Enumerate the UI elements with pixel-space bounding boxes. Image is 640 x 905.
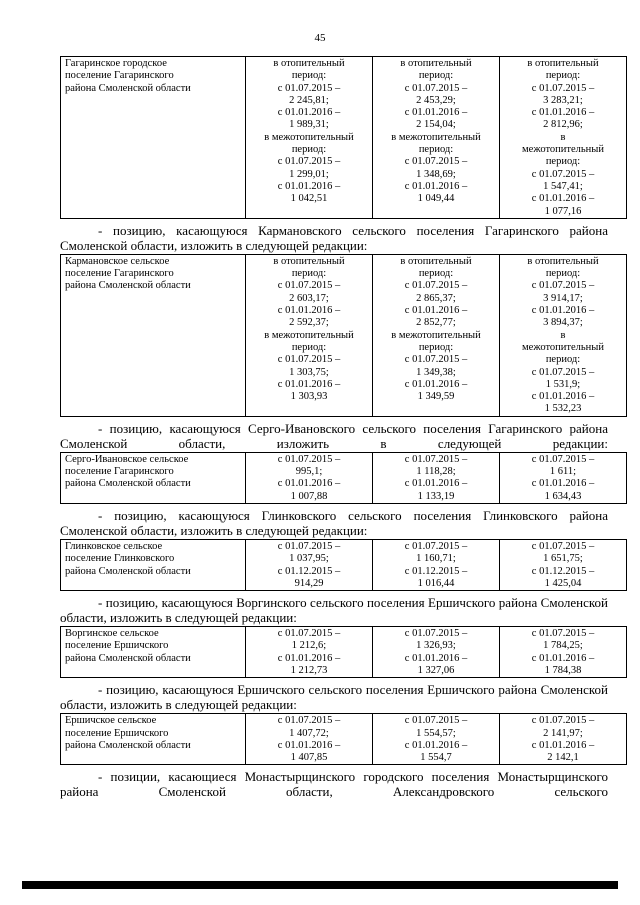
tariff-value-line: 2 865,37; — [416, 292, 456, 304]
settlement-name-cell — [61, 627, 246, 678]
tariff-value-line: 1 037,95; — [289, 553, 329, 565]
tariff-value-line: в межотопительный — [264, 329, 354, 341]
tariff-value-line: с 01.07.2015 – — [277, 156, 341, 168]
tariff-value-cell — [373, 539, 500, 590]
tariff-value-line: в — [560, 131, 566, 143]
tariff-value-line: 1 349,38; — [416, 366, 456, 378]
tariff-value-cell — [500, 57, 627, 219]
tariff-value-line: 1 160,71; — [416, 553, 456, 565]
settlement-name-line: поселение Ершичского — [65, 640, 169, 652]
settlement-name-line: Глинковское сельское — [65, 540, 163, 552]
tariff-value-line: межотопительный — [522, 144, 604, 156]
tariff-value-line: 1 531,9; — [545, 378, 581, 390]
tariff-value-line: с 01.01.2016 – — [531, 305, 595, 317]
tariff-value-line: 2 453,29; — [416, 94, 456, 106]
tariff-value-line: с 01.07.2015 – — [277, 82, 341, 94]
tariff-value-line: с 01.12.2015 – — [277, 565, 341, 577]
tariff-value-line: период: — [418, 268, 454, 280]
tariff-value-line: 1 007,88 — [290, 490, 328, 502]
tariff-value-line: 1 554,7 — [420, 752, 452, 764]
tariff-value-line: 1 532,23 — [544, 403, 582, 415]
tariff-value-line: 2 142,1 — [547, 752, 579, 764]
tariff-value-cell — [373, 627, 500, 678]
tariff-value-line: 1 042,51 — [290, 193, 328, 205]
tariff-value-line: 1 554,57; — [416, 727, 456, 739]
tariff-value-line: с 01.01.2016 – — [531, 193, 595, 205]
tariff-value-line: период: — [291, 268, 327, 280]
tariff-value-line: с 01.07.2015 – — [277, 280, 341, 292]
tariff-value-cell — [246, 539, 373, 590]
tariff-value-line: с 01.07.2015 – — [531, 280, 595, 292]
tariff-value-line: 1 407,85 — [290, 752, 328, 764]
settlement-name-cell — [61, 714, 246, 765]
tariff-value-line: 3 283,21; — [543, 94, 583, 106]
tariff-value-cell — [500, 627, 627, 678]
settlement-name-line: Ершичское сельское — [65, 715, 157, 727]
tariff-value-line: 1 349,59 — [417, 391, 455, 403]
tariff-value-line: с 01.07.2015 – — [277, 628, 341, 640]
tariff-value-line: с 01.01.2016 – — [277, 305, 341, 317]
page-number: 45 — [314, 32, 326, 44]
tariff-value-line: с 01.01.2016 – — [404, 305, 468, 317]
tariff-value-cell — [373, 57, 500, 219]
tariff-value-line: в — [560, 329, 566, 341]
settlement-name-line: Серго-Ивановское сельское — [65, 453, 189, 465]
table-row — [61, 714, 627, 765]
tariff-value-line: 2 603,17; — [289, 292, 329, 304]
tariff-value-line: период: — [545, 354, 581, 366]
tariff-value-line: 1 118,28; — [416, 466, 456, 478]
tariff-table — [60, 452, 627, 504]
tariff-value-cell — [373, 714, 500, 765]
settlement-name-line: района Смоленской области — [65, 739, 191, 751]
tariff-value-line: 1 611; — [549, 466, 577, 478]
tariff-value-line: в межотопительный — [264, 131, 354, 143]
tariff-value-line: 2 852,77; — [416, 317, 456, 329]
tariff-value-line: 914,29 — [294, 577, 324, 589]
table-row — [61, 254, 627, 416]
tariff-value-line: с 01.01.2016 – — [277, 378, 341, 390]
tariff-value-line: в отопительный — [527, 255, 599, 267]
settlement-name-cell — [61, 539, 246, 590]
tariff-value-line: период: — [418, 144, 454, 156]
tariff-value-line: 2 154,04; — [416, 119, 456, 131]
tariff-value-line: с 01.07.2015 – — [531, 453, 595, 465]
tariff-value-line: период: — [418, 341, 454, 353]
tariff-value-line: 1 299,01; — [289, 168, 329, 180]
tariff-value-line: 1 049,44 — [417, 193, 455, 205]
instruction-paragraph: - позицию, касающуюся Ершичского сельского поселения Ершичского района Смоленской области, изложить в следующей редакции: — [60, 682, 608, 713]
instruction-paragraph: - позицию, касающуюся Глинковского сельского поселения Глинковского района Смоленской области, изложить в следующей редакции: — [60, 507, 608, 538]
tariff-value-line: с 01.01.2016 – — [531, 739, 595, 751]
tariff-value-line: 1 634,43 — [544, 490, 582, 502]
tariff-value-line: 1 133,19 — [417, 490, 455, 502]
tariff-value-line: с 01.07.2015 – — [277, 540, 341, 552]
tariff-value-line: период: — [291, 144, 327, 156]
settlement-name-line: Гагаринское городское — [65, 58, 167, 69]
tariff-table — [60, 626, 627, 678]
tariff-value-line: с 01.01.2016 – — [404, 107, 468, 119]
document-body — [60, 56, 608, 800]
tariff-table — [60, 254, 627, 417]
tariff-value-line: с 01.01.2016 – — [404, 652, 468, 664]
tariff-value-cell — [500, 254, 627, 416]
settlement-name-line: района Смоленской области — [65, 565, 191, 577]
settlement-name-line: поселение Гагаринского — [65, 70, 174, 82]
settlement-name-cell — [61, 57, 246, 219]
table-row — [61, 57, 627, 219]
tariff-value-line: период: — [291, 70, 327, 82]
instruction-paragraph: - позиции, касающиеся Монастырщинского городского поселения Монастырщинского района Смоленской области, Александровского сельского — [60, 769, 608, 800]
tariff-value-line: в отопительный — [400, 58, 472, 69]
settlement-name-line: Кармановское сельское — [65, 255, 170, 267]
tariff-value-line: период: — [545, 70, 581, 82]
tariff-value-cell — [373, 452, 500, 503]
tariff-value-line: с 01.07.2015 – — [404, 82, 468, 94]
table-row — [61, 539, 627, 590]
tariff-value-line: с 01.01.2016 – — [277, 180, 341, 192]
tariff-value-line: с 01.01.2016 – — [277, 478, 341, 490]
tariff-value-line: с 01.01.2016 – — [531, 478, 595, 490]
tariff-value-line: в межотопительный — [391, 329, 481, 341]
tariff-value-line: с 01.07.2015 – — [531, 540, 595, 552]
instruction-paragraph: - позицию, касающуюся Кармановского сельского поселения Гагаринского района Смоленской области, изложить в следующей редакции: — [60, 222, 608, 253]
tariff-value-line: 1 784,38 — [544, 664, 582, 676]
tariff-value-line: 2 592,37; — [289, 317, 329, 329]
tariff-value-line: с 01.01.2016 – — [277, 107, 341, 119]
tariff-value-line: с 01.07.2015 – — [531, 715, 595, 727]
tariff-value-line: с 01.07.2015 – — [531, 82, 595, 94]
settlement-name-cell — [61, 452, 246, 503]
tariff-value-line: с 01.07.2015 – — [404, 280, 468, 292]
tariff-value-line: 3 894,37; — [543, 317, 583, 329]
settlement-name-line: поселение Гагаринского — [65, 466, 174, 478]
tariff-value-line: в отопительный — [527, 58, 599, 69]
tariff-value-line: в отопительный — [400, 255, 472, 267]
tariff-value-line: с 01.12.2015 – — [531, 565, 595, 577]
tariff-value-line: с 01.07.2015 – — [277, 453, 341, 465]
instruction-paragraph: - позицию, касающуюся Воргинского сельского поселения Ершичского района Смоленской области, изложить в следующей редакции: — [60, 595, 608, 626]
tariff-value-line: с 01.01.2016 – — [404, 180, 468, 192]
settlement-name-cell — [61, 254, 246, 416]
tariff-value-line: с 01.01.2016 – — [531, 652, 595, 664]
tariff-table — [60, 56, 627, 219]
tariff-value-line: с 01.01.2016 – — [531, 391, 595, 403]
tariff-value-cell — [500, 452, 627, 503]
settlement-name-line: района Смоленской области — [65, 82, 191, 94]
tariff-value-line: 1 784,25; — [543, 640, 583, 652]
settlement-name-line: Воргинское сельское — [65, 628, 159, 640]
tariff-value-line: с 01.07.2015 – — [404, 354, 468, 366]
tariff-value-line: 1 425,04 — [544, 577, 582, 589]
tariff-value-line: с 01.01.2016 – — [404, 739, 468, 751]
tariff-value-line: с 01.01.2016 – — [404, 478, 468, 490]
tariff-value-line: с 01.01.2016 – — [404, 378, 468, 390]
tariff-value-cell — [373, 254, 500, 416]
tariff-value-line: с 01.07.2015 – — [531, 366, 595, 378]
tariff-value-line: 1 547,41; — [543, 180, 583, 192]
footer-bar — [22, 881, 618, 889]
tariff-table — [60, 713, 627, 765]
settlement-name-line: поселение Ершичского — [65, 727, 169, 739]
table-row — [61, 452, 627, 503]
tariff-value-line: с 01.07.2015 – — [277, 715, 341, 727]
tariff-value-line: с 01.01.2016 – — [277, 739, 341, 751]
tariff-value-line: в отопительный — [273, 58, 345, 69]
tariff-value-cell — [246, 254, 373, 416]
tariff-value-line: 1 303,75; — [289, 366, 329, 378]
tariff-value-line: с 01.07.2015 – — [277, 354, 341, 366]
tariff-value-line: с 01.01.2016 – — [531, 107, 595, 119]
settlement-name-line: района Смоленской области — [65, 478, 191, 490]
tariff-value-line: 1 303,93 — [290, 391, 328, 403]
tariff-value-cell — [246, 714, 373, 765]
tariff-value-line: 1 407,72; — [289, 727, 329, 739]
table-row — [61, 627, 627, 678]
tariff-value-cell — [246, 452, 373, 503]
tariff-value-line: с 01.07.2015 – — [404, 715, 468, 727]
tariff-value-line: 1 016,44 — [417, 577, 455, 589]
tariff-value-line: 2 245,81; — [289, 94, 329, 106]
tariff-value-cell — [246, 57, 373, 219]
tariff-value-line: в отопительный — [273, 255, 345, 267]
tariff-value-line: с 01.12.2015 – — [404, 565, 468, 577]
tariff-value-line: 995,1; — [295, 466, 323, 478]
tariff-value-line: 1 348,69; — [416, 168, 456, 180]
tariff-value-line: в межотопительный — [391, 131, 481, 143]
tariff-value-line: с 01.01.2016 – — [277, 652, 341, 664]
settlement-name-line: поселение Глинковского — [65, 553, 175, 565]
tariff-value-line: период: — [418, 70, 454, 82]
tariff-value-cell — [246, 627, 373, 678]
tariff-value-line: 1 212,6; — [291, 640, 327, 652]
tariff-value-line: с 01.07.2015 – — [531, 168, 595, 180]
tariff-value-line: период: — [291, 341, 327, 353]
tariff-value-line: 1 651,75; — [543, 553, 583, 565]
tariff-value-line: 1 077,16 — [544, 205, 582, 217]
tariff-value-line: период: — [545, 156, 581, 168]
settlement-name-line: района Смоленской области — [65, 652, 191, 664]
tariff-value-line: период: — [545, 268, 581, 280]
settlement-name-line: поселение Гагаринского — [65, 268, 174, 280]
tariff-value-line: 2 812,96; — [543, 119, 583, 131]
tariff-value-line: с 01.07.2015 – — [404, 453, 468, 465]
tariff-value-line: с 01.07.2015 – — [531, 628, 595, 640]
tariff-value-cell — [500, 539, 627, 590]
settlement-name-line: района Смоленской области — [65, 280, 191, 292]
tariff-value-line: 1 989,31; — [289, 119, 329, 131]
tariff-value-line: межотопительный — [522, 341, 604, 353]
tariff-value-line: с 01.07.2015 – — [404, 156, 468, 168]
tariff-value-line: 3 914,17; — [543, 292, 583, 304]
instruction-paragraph: - позицию, касающуюся Серго-Ивановского сельского поселения Гагаринского района Смоленской области, изложить в следующей редакции: — [60, 420, 608, 451]
tariff-value-line: 1 326,93; — [416, 640, 456, 652]
tariff-value-line: с 01.07.2015 – — [404, 628, 468, 640]
tariff-value-cell — [500, 714, 627, 765]
tariff-table — [60, 539, 627, 591]
tariff-value-line: 1 212,73 — [290, 664, 328, 676]
tariff-value-line: с 01.07.2015 – — [404, 540, 468, 552]
tariff-value-line: 2 141,97; — [543, 727, 583, 739]
tariff-value-line: 1 327,06 — [417, 664, 455, 676]
